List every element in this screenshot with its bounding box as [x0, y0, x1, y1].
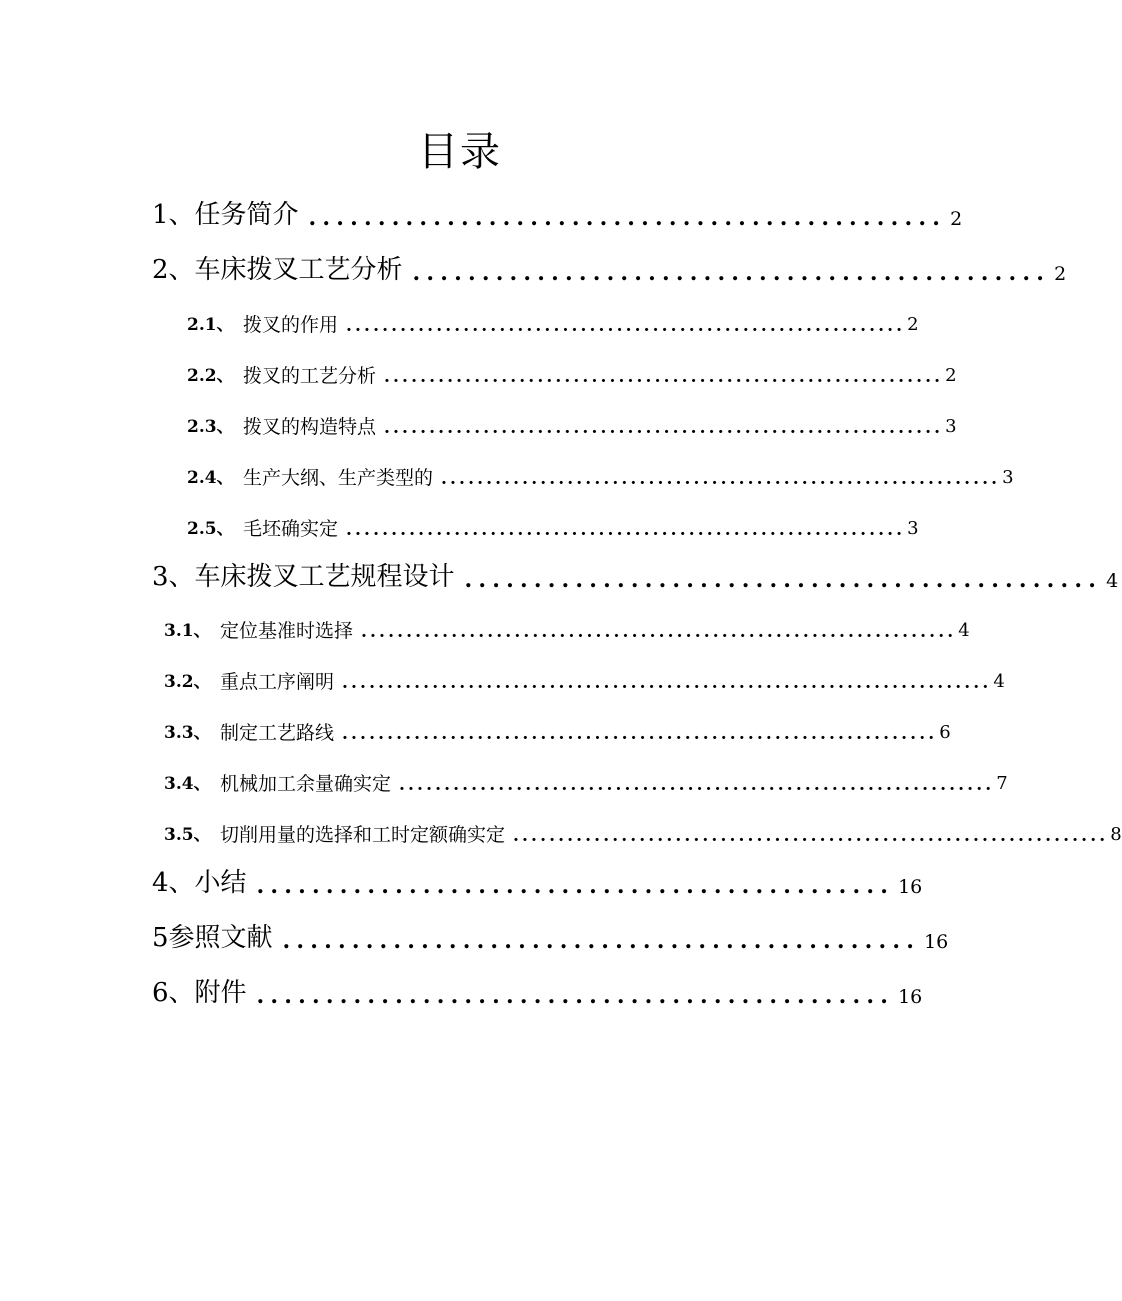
toc-entry-number: 3.1、: [164, 621, 211, 641]
toc-leader-dots: ..............................................: [256, 983, 895, 1009]
toc-entry-text: 制定工艺路线: [220, 722, 335, 744]
toc-entry-text: 重点工序阐明: [220, 671, 335, 693]
toc-leader-dots: ..............................................: [282, 928, 921, 954]
toc-entry-number: 2.5、: [187, 519, 234, 539]
toc-page-number: 3: [1002, 467, 1014, 488]
toc-entry[interactable]: [164, 813, 1122, 847]
toc-page-number: 2: [950, 208, 963, 230]
toc-leader-dots: ..................................................................: [361, 622, 957, 642]
toc-leader-dots: ..............................................................: [384, 367, 944, 387]
toc-leader-dots: ..............................................................: [346, 520, 906, 540]
toc-entry-number: 2.2、: [187, 366, 234, 386]
toc-entry[interactable]: [187, 303, 919, 337]
toc-page-number: 4: [958, 620, 970, 641]
toc-entry[interactable]: [187, 354, 957, 388]
toc-entry-text: 5参照文献: [152, 923, 273, 953]
toc-leader-dots: ..............................................: [308, 205, 947, 231]
toc-page-number: 4: [993, 671, 1005, 692]
toc-entry-text: 拨叉的作用: [243, 314, 339, 336]
toc-leader-dots: ..................................................................: [399, 775, 995, 795]
toc-entry[interactable]: [152, 974, 923, 1009]
toc-entry-text: 3、车床拨叉工艺规程设计: [152, 562, 455, 592]
toc-entry[interactable]: [152, 251, 1067, 286]
toc-page-number: 2: [1054, 263, 1067, 285]
toc-leader-dots: ..................................................................: [342, 724, 938, 744]
toc-entry-number: 2.1、: [187, 315, 234, 335]
toc-leader-dots: ..................................................................: [513, 826, 1109, 846]
toc-entry[interactable]: [164, 660, 1005, 694]
toc-entry-number: 3.4、: [164, 774, 211, 794]
toc-entry-text: 切削用量的选择和工时定额确实定: [220, 824, 506, 846]
toc-leader-dots: ..............................................................: [441, 469, 1001, 489]
toc-entry[interactable]: [164, 762, 1008, 796]
toc-page-number: 6: [939, 722, 951, 743]
toc-leader-dots: ..............................................: [412, 260, 1051, 286]
toc-entry[interactable]: [152, 196, 963, 231]
toc-entry[interactable]: [187, 456, 1014, 490]
toc-page-number: 8: [1110, 824, 1122, 845]
page-title: 目录: [418, 129, 502, 175]
toc-entry-text: 4、小结: [152, 868, 247, 898]
toc-entry-text: 2、车床拨叉工艺分析: [152, 255, 403, 285]
toc-leader-dots: ..............................................: [256, 873, 895, 899]
toc-leader-dots: ........................................................................: [342, 673, 992, 693]
toc-entry-text: 拨叉的工艺分析: [243, 365, 377, 387]
toc-entry[interactable]: [152, 558, 1119, 593]
toc-entry-text: 毛坯确实定: [243, 518, 339, 540]
toc-entry-text: 6、附件: [152, 978, 247, 1008]
toc-entry-text: 1、任务简介: [152, 200, 299, 230]
toc-page-number: 4: [1106, 570, 1119, 592]
toc-page-number: 2: [945, 365, 957, 386]
toc-entry-text: 机械加工余量确实定: [220, 773, 392, 795]
toc-page-number: 16: [924, 931, 949, 953]
toc-entry-number: 2.3、: [187, 417, 234, 437]
toc-entry[interactable]: [152, 864, 923, 899]
toc-entry[interactable]: [187, 405, 957, 439]
toc-page-number: 2: [907, 314, 919, 335]
toc-entry[interactable]: [164, 711, 951, 745]
toc-page-number: 7: [996, 773, 1008, 794]
toc-entry-text: 拨叉的构造特点: [243, 416, 377, 438]
toc-page-number: 3: [907, 518, 919, 539]
toc-leader-dots: ..............................................................: [346, 316, 906, 336]
toc-entry-text: 生产大纲、生产类型的: [243, 467, 434, 489]
toc-entry-number: 3.5、: [164, 825, 211, 845]
toc-page-number: 3: [945, 416, 957, 437]
toc-leader-dots: ..............................................: [464, 567, 1103, 593]
toc-entry-text: 定位基准时选择: [220, 620, 354, 642]
toc-entry[interactable]: [187, 507, 919, 541]
toc-entry-number: 2.4、: [187, 468, 234, 488]
toc-page-number: 16: [898, 986, 923, 1008]
toc-leader-dots: ..............................................................: [384, 418, 944, 438]
toc-entry-number: 3.3、: [164, 723, 211, 743]
toc-page-number: 16: [898, 876, 923, 898]
toc-entry[interactable]: [164, 609, 970, 643]
toc-entry[interactable]: [152, 919, 949, 954]
toc-entry-number: 3.2、: [164, 672, 211, 692]
